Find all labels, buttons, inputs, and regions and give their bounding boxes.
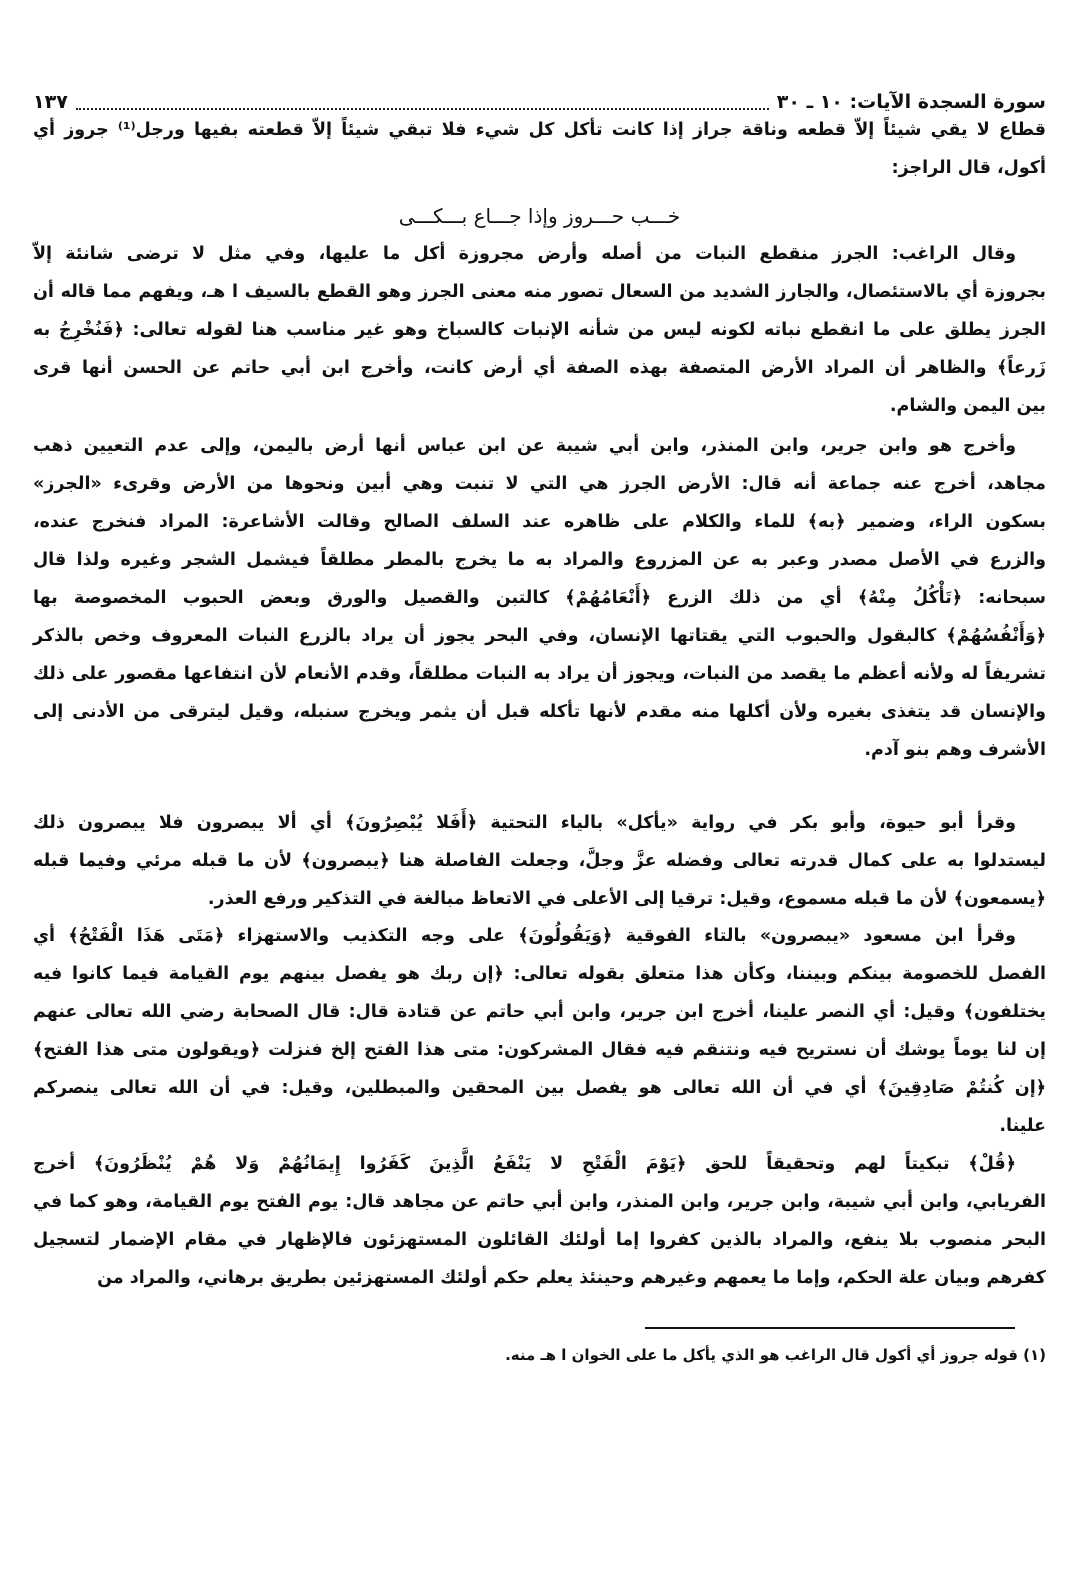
text-line: تشريفاً له ولأنه أعظم ما يقصد من النبات، ويجوز أن يراد به النبات مطلقاً، وقدم الأنعام لأن انتفاعها مقصور على ذلك	[33, 664, 1046, 684]
text-line: البحر منصوب بلا ينفع، والمراد بالذين كفروا إما أولئك القائلون المستهزئون فالإظهار في مقام الإضمار لتسجيل	[33, 1230, 1046, 1250]
text-line: ﴿يسمعون﴾ لأن ما قبله مسموع، وقيل: ترقيا إلى الأعلى في الاتعاظ مبالغة في التذكير ورفع العذر.	[207, 889, 1046, 909]
text-line: وقال الراغب: الجرز منقطع النبات من أصله وأرض مجروزة أكل ما عليها، وفي مثل لا ترضى شانئة إلاّ	[33, 244, 1016, 264]
text-line: قطاع لا يقي شيئاً إلاّ قطعه وناقة جراز إذا كانت تأكل كل شيء فلا تبقي شيئاً إلاّ قطعته بفيها ورجل⁽¹⁾ جروز أي	[33, 120, 1046, 140]
text-line: إن لنا يوماً يوشك أن نستريح فيه ونتنقم فيه فقال المشركون: متى هذا الفتح إلخ فنزلت ﴿ويقولون متى هذا الفتح﴾	[33, 1040, 1046, 1060]
text-line: الأشرف وهم بنو آدم.	[864, 740, 1046, 760]
text-line: ﴿وَأَنْفُسُهُمْ﴾ كالبقول والحبوب التي يقتاتها الإنسان، وفي البحر يجوز أن يراد بالزرع النبات المعروف وخص بالذكر	[33, 626, 1046, 646]
text-line: مجاهد، أخرج عنه جماعة أنه قال: الأرض الجرز هي التي لا تنبت وهي أبين ونحوها من الأرض وقرىء «الجرز»	[33, 474, 1046, 494]
text-line: وقرأ ابن مسعود «يبصرون» بالتاء الفوقية ﴿وَيَقُولُونَ﴾ على وجه التكذيب والاستهزاء ﴿مَتَى هَذَا الْفَتْحُ﴾ أي	[33, 926, 1016, 946]
text-line: يختلفون﴾ وقيل: أي النصر علينا، أخرج ابن جرير، وابن أبي حاتم عن قتادة قال: قال الصحابة رضي الله تعالى عنهم	[33, 1002, 1046, 1022]
footnote: (١) قوله جروز أي أكول قال الراغب هو الذي يأكل ما على الخوان ا هـ منه.	[505, 1346, 1046, 1364]
text-line: بجروزة أي بالاستئصال، والجارز الشديد من السعال تصور منه معنى الجرز وهو القطع بالسيف ا هـ، ويفهم مما قاله أن	[33, 282, 1046, 302]
poetry-verse: خـــب حـــروز وإذا جـــاع بـــكـــى	[398, 204, 681, 228]
header-leader-dots	[76, 94, 769, 110]
text-line: ليستدلوا به على كمال قدرته تعالى وفضله عزَّ وجلَّ، وجعلت الفاصلة هنا ﴿يبصرون﴾ لأن ما قبله مرئي وفيما قبله	[33, 851, 1046, 871]
text-line: علينا.	[999, 1116, 1046, 1136]
text-line: ﴿إن كُنتُمْ صَادِقِينَ﴾ أي في أن الله تعالى هو يفصل بين المحقين والمبطلين، وقيل: في أن الله تعالى ينصركم	[33, 1078, 1046, 1098]
text-line: أكول، قال الراجز:	[891, 158, 1046, 178]
text-line: الجرز يطلق على ما انقطع نباته لكونه ليس من شأنه الإنبات كالسباخ وهو غير مناسب هنا لقوله تعالى: ﴿فَنُخْرِجُ به	[33, 320, 1046, 340]
text-line: وأخرج هو وابن جرير، وابن المنذر، وابن أبي شيبة عن ابن عباس أنها أرض باليمن، وإلى عدم التعيين ذهب	[33, 436, 1016, 456]
text-line: بسكون الراء، وضمير ﴿به﴾ للماء والكلام على ظاهره عند السلف الصالح وقالت الأشاعرة: المراد فنخرج عنده،	[33, 512, 1046, 532]
text-line: والزرع في الأصل مصدر وعبر به عن المزروع والمراد به ما يخرج بالمطر مطلقاً فيشمل الشجر وغيره ولذا قال	[33, 550, 1046, 570]
footnote-separator	[645, 1327, 1015, 1329]
page-number: ١٣٧	[33, 91, 68, 113]
text-line: الفريابي، وابن أبي شيبة، وابن جرير، وابن المنذر، وابن أبي حاتم عن مجاهد قال: يوم الفتح يوم القيامة، وهو كما في	[33, 1192, 1046, 1212]
header-title: سورة السجدة الآيات: ١٠ ـ ٣٠	[776, 91, 1046, 113]
text-line: وقرأ أبو حيوة، وأبو بكر في رواية «يأكل» بالياء التحتية ﴿أَفَلا يُبْصِرُونَ﴾ أي ألا يبصرون فلا يبصرون ذلك	[33, 813, 1016, 833]
text-line: كفرهم وبيان علة الحكم، وإما ما يعمهم وغيرهم وحينئذ يعلم حكم أولئك المستهزئين بطريق برهاني، والمراد من	[97, 1268, 1046, 1288]
text-line: سبحانه: ﴿تَأْكُلُ مِنْهُ﴾ أي من ذلك الزرع ﴿أَنْعَامُهُمْ﴾ كالتبن والقصيل والورق وبعض الحبوب المخصوصة بها	[33, 588, 1046, 608]
text-line: الفصل للخصومة بينكم وبيننا، وكأن هذا متعلق بقوله تعالى: ﴿إن ربك هو يفصل بينهم يوم القيامة فيما كانوا فيه	[33, 964, 1046, 984]
text-line: بين اليمن والشام.	[889, 396, 1046, 416]
text-line: زَرعاً﴾ والظاهر أن المراد الأرض المتصفة بهذه الصفة أي أرض كانت، وأخرج ابن أبي حاتم عن الحسن أنها قرى	[33, 358, 1046, 378]
text-line: والإنسان قد يتغذى بغيره ولأن أكلها منه مقدم لأنها تأكله قبل أن يثمر ويخرج سنبله، وقيل ليترقى من الأدنى إلى	[33, 702, 1046, 722]
text-line: ﴿قُلْ﴾ تبكيتاً لهم وتحقيقاً للحق ﴿يَوْمَ الْفَتْحِ لا يَنْفَعُ الَّذِينَ كَفَرُوا إِيمَانُهُمْ وَلا هُمْ يُنْظَرُونَ﴾ أخرج	[33, 1154, 1016, 1174]
